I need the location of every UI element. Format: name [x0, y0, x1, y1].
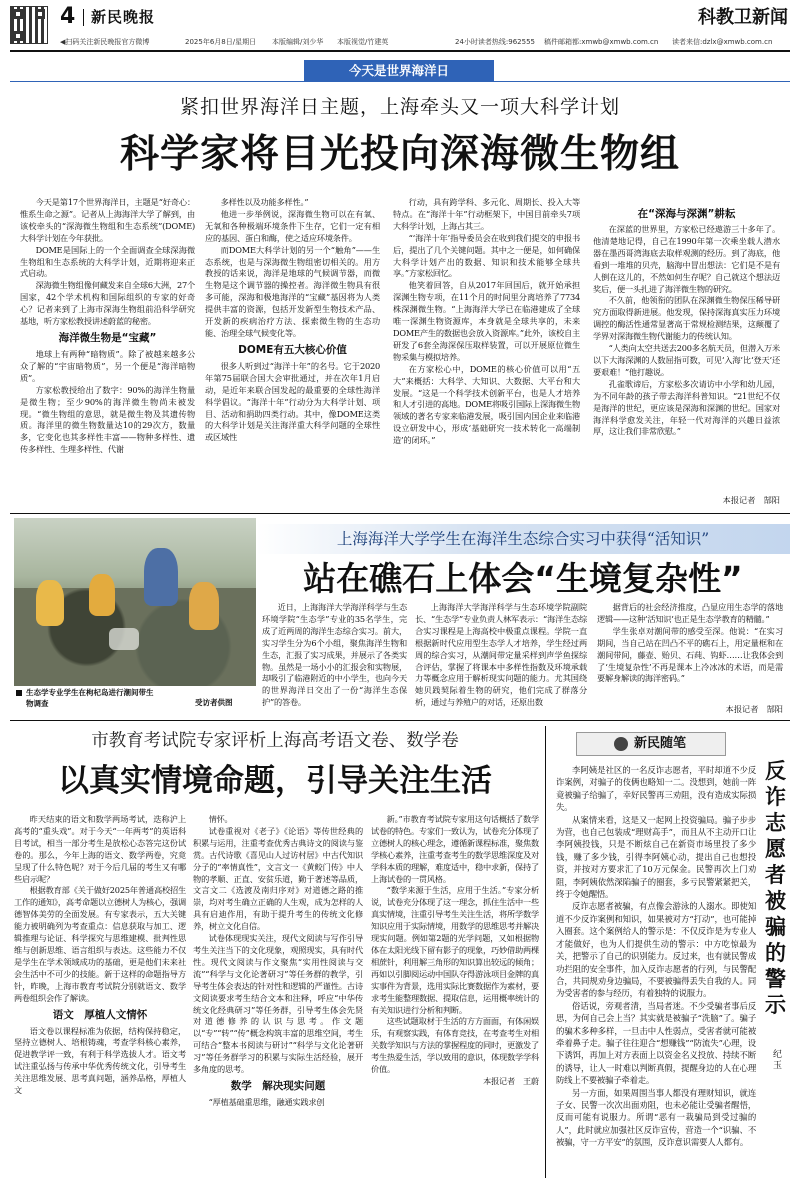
page-editor: 本版编辑/刘少华 [272, 38, 324, 46]
lead-col4-subhead: 在“深海与深渊”耕耘 [637, 208, 736, 220]
essay-body [556, 764, 756, 1179]
paragraph: 李阿姨是社区的一名反诈志愿者，平时却道不少反诈案例，对骗子的伎俩也略知一二。没想到，她前一阵竟被骗子给骗了，幸好民警再三劝阻，没有造成实际损失。 [556, 765, 756, 813]
header-rule [10, 50, 790, 52]
subheading: DOME有五大核心价值 [238, 343, 347, 356]
third-col-1 [14, 814, 186, 1180]
lead-col-4 [593, 224, 780, 496]
paragraph: 在深蓝的世界里，方家松已经遨游三十多年了。他清楚地记得，自己在1990年第一次乘坐载人潜水器在墨西哥湾海底去取样观测的经历。到了海底，他看到一堆堆的贝壳，脑海中冒出想法：它们是不是有人倒在这儿的，不然如何生存呢？自己就这个想法迈奖后，便一头扎进了海洋微生物的研究。 [593, 224, 780, 294]
paragraph: 孔雀歌谛后，方家松多次请访中小学和幼儿园，为不同年龄的孩子带去海洋科普知识。“21世纪不仅是海洋的世纪，更应该是深海和深渊的世纪。国家对海洋科学愈发关注，年轻一代对海洋的兴趣日益浓厚，这让我们非常欣慰。” [593, 378, 780, 437]
paragraph: 反诈志愿者被骗，有点像会游泳的人溺水。即使知道不少反诈案例和知识，如果被对方“打动”，也可能掉入圈套。这个案例给人的警示是：不仅反诈是为专业人才能做好，也为人们提供生动的警示：中方吃惊最为关，把警示了自己的识别能力。反过来，也有就民警成功拦阻的安全事件，加入反诈志愿者的行列，与民警配合，共同规劝身边骗局，不要被骗得丢失自我的人。同为受害者的参与经历，有着独特的说服力。 [556, 901, 756, 999]
second-headline: 站在礁石上体会“生境复杂性” [303, 559, 743, 598]
third-kicker: 市教育考试院专家评析上海高考语文卷、数学卷 [91, 731, 459, 751]
paragraph: 俗话说，旁观者清，当局者迷。不少受骗者事后反思，为何自己会上当？其实就是被骗子“洗脑”了。骗子的骗术多种多样，一旦击中人性弱点，受害者就可能被牵着鼻子走。骗子往往迎合“想赚钱”“防流失”心理，设下诱饵，再加上对方表面上以资金名义投放、持续不断的诱导，让人一时难以判断真假，提醒身边的人在心理防线上不要被骗子牵着走。 [556, 1000, 756, 1086]
paragraph: 上海海洋大学海洋科学与生态环境学院副院长、“生态学”专业负责人林军表示：“海洋生态综合实习课程是上海高校中极重点课程。学院一直根据新时代应用型生态学人才培养，学生经过两周的综合实习，从潮间带定量采样到声学鱼探综合评估，掌握了将课本中多样性指数及环境承载力等概念应用于解析现实问题的能力。尤其国绕她贝践契际着生物的研究，他们完成了群落分析，通过与养殖户的对话，还原出数 [415, 602, 587, 708]
paragraph: 近日，上海海洋大学海洋科学与生态环境学院“生态学”专业的35名学生，完成了近两周的海洋生态综合实习。前大，实习学生分为6个小组，聚焦海洋生物和生态，汇报了实习成果，并展示了各类实物。虽然是一场小小的汇报会和实物展，却吸引了临港附近的中小学生，也向今天的世界海洋日交出了一份“海洋生态保护”的答卷。 [262, 602, 407, 708]
third-col-2 [193, 814, 363, 1180]
paragraph: 不久前，他领衔的团队在深渊微生物保压稀导研究方面取得新进展。他发现，保持深海真实压力环境调控的酶活性通常显著高于常规检测结果，这颠覆了学界对深海微生物代谢能力的传统认知。 [593, 295, 780, 342]
paragraph: 行动，具有跨学科、多元化、周期长、投入大等特点。在“海洋十年”行动框架下，中国目前牵头7项大科学计划，上海占其三。 [393, 197, 580, 231]
third-col-3 [371, 814, 539, 1180]
caption-marker [16, 690, 22, 696]
essay-label-icon [614, 737, 628, 751]
photo-credit: 受访者供图 [195, 698, 233, 707]
byline: 本报记者 王蔚 [483, 1075, 539, 1086]
paragraph: 试卷体现现实关注，现代文阅读与写作引导考生关注当下的文化现象，观照现实，具有时代性。现代文阅读与作文聚焦“实用性阅读与交流”“科学与文化论著研习”等任务群的教学，引导考生体会表达的针对性和逻辑的严谨性。古诗文阅读要求考生结合文本和注释，呼应“中华传统文化经典研习”等任务群，引导考生体会先贤对道德修养的认识与思考。作文题以“专”“转”“传”概念构筑丰富的思维空间，考生可结合“整本书阅读与研讨”“科学与文化论著研习”等任务群学习的积累与实际生活经验，展开多角度的思考。 [193, 933, 363, 1075]
paragraph: DOME是国际上的一个全面调查全球深海微生物组和生态系统的大科学计划，近期将迎来正式启动。 [20, 244, 195, 279]
paragraph: 语文卷以课程标准为依据，结构保持稳定，坚持立德树人、培根铸魂，考查学科核心素养，促进教学评一致，有利于科学选拔人才。语文考试注重弘扬与传承中华优秀传统文化，引导考生关注思维发展、思考真问题，涵养品格，厚植人文 [14, 1025, 186, 1096]
paragraph: 学生张卓对潮间带的感受至深。他说：“在实习期间，当自己站在凹凸不平的礁石上，用定量框和在潮间带间，藤壶、贻贝、石莼、钩虾……让我体会到了‘生境复杂性’不再是课本上冷冰冰的术语，而是需要解身解读的海洋密码。” [597, 625, 783, 684]
field-photo [14, 518, 256, 686]
second-col-1 [262, 602, 407, 714]
qr-code-icon[interactable] [10, 6, 48, 44]
paragraph: 他笑着回答，自从2017年回国后，就开始承担深渊生物专项，在11个月的时间里分离培养了7734株深渊微生物。“上海海洋大学已在临港建成了全球唯一深渊生物资源库，本身就是全球共享的，未来DOME产生的数据也会放入资源库。”此外，该校自主研发了6套全海深保压取样装置，可以开展原位微生物采集与模拟培养。 [393, 280, 580, 362]
second-kicker: 上海海洋大学学生在海洋生态综合实习中获得“活知识” [336, 530, 710, 548]
essay-author: 纪玉 [773, 1050, 783, 1071]
reader-hotline: 24小时读者热线:962555 [455, 38, 535, 46]
lead-col-2 [205, 197, 380, 507]
paragraph: “数学来源于生活，应用于生活。”专家分析说，试卷充分体现了这一理念，抓住生活中一些真实情境，注重引导考生关注生活，将所学数学知识应用于实际情境，用数学的思维思考并解决现实问题。例如第2题的光学问题，又如根据物体在太阳光线下留有影子的现象，巧妙借助两棵相蔗针，利用解三角形的知识算出较远的倾角；再如以引脚阅运动中国队夺得游泳项目金牌的真实事件为背景，选用实际比赛数据作为素材，要求考生能整理数据、提取信息，运用概率统计的有关知识进行分析和判断。 [371, 885, 539, 1015]
section-divider-1 [10, 513, 790, 514]
second-byline: 本报记者 郜阳 [725, 704, 783, 714]
submission-email[interactable]: 稿件邮箱都:xmwb@xmwb.com.cn [544, 38, 659, 46]
second-col-3 [597, 602, 783, 702]
paragraph: 很多人听到过“海洋十年”的名号。它于2020年第75届联合国大会审批通过，并在次年1月启动，是近年来联合国发起的最重要的全球性海洋科学倡议。“海洋十年”行动分为大科学计划、项目、活动和捐助四类行动。其中，像DOME这类的大科学计划是关注海洋重大科学问题的全球性或区域性 [205, 360, 380, 443]
section-divider-2 [10, 720, 790, 721]
lead-col-3 [393, 197, 580, 507]
paragraph: 昨天结束的语文和数学两场考试，迭称沪上高考的“重头戏”。对于今天“一年两考”的英语科目考试，相当一部分考生是放松心态答完这份试卷的。那么，今年上海的语文、数学两卷，究竟呈现了什么特色呢？对于今后几届的考生又有哪些启示呢？ [14, 814, 186, 884]
lead-byline: 本报记者 郜阳 [722, 495, 780, 505]
paragraph: 今天是第17个世界海洋日，主题是“好奇心：惟系生命之源”。记者从上海海洋大学了解到，由该校牵头的“深海微生物组和生态系统”(DOME)大科学计划在今年获批。 [20, 197, 195, 243]
paragraph: “厚植基础重思维，融通实践求创 [208, 1096, 325, 1107]
paragraph: 从案情来看，这是又一起网上投资骗局。骗子步步为营，也自己包装成“理财高手”，而且从不主动开口让李阿姨投钱，只是不断炫自己在新资市场里投了多少钱，赚了多少钱，引得李阿姨心动，提出自己也想投资，并按对方要求汇了10万元保金。民警再次上门劝阻，李阿姨依然深陷骗子的圈套，多亏民警紧紧把关，终于令她醒悟。 [556, 814, 756, 900]
scan-hint: ◀扫码关注新民晚报官方微博 [60, 38, 150, 46]
paragraph: “‘海洋十年’指导委员会在收到我们提交的申报书后，提出了几个关键问题。其中之一便是，如何确保大科学计划产出的数据、知识和技术能够全球共享。”方家松回忆。 [393, 232, 580, 279]
paragraph: 地球上有两种“暗物质”。除了被越来越多公众了解的“宇宙暗物质”，另一个便是“海洋暗物质”。 [20, 348, 195, 383]
subheading: 数学 解决现实问题 [230, 1079, 326, 1092]
column-divider [545, 726, 546, 1178]
paragraph: 多样性以及功能多样性。” [220, 197, 309, 207]
paragraph: 另一方面，如果周围当事人都没有理财知识，就连子女、民警一次次出面劝阻，也未必能让受骗者醒悟，反而可能有说服力。所谓“恶有一栽骗局到受过骗的人”，此时就应加强社区反诈宣传，营造一个“识骗、不被骗，守一方平安”的氛围，反诈意识需要人人都有。 [556, 1087, 756, 1148]
section-title: 科教卫新闻 [698, 7, 788, 28]
paragraph: 根据教育部《关于做好2025年普通高校招生工作的通知》，高考命题以立德树人为核心，强调德智体美劳的全面发展。有专家表示，五大关键能力被明确列为考查重点：信息获取与加工、逻辑推理与论证、科学探究与思维建模、批判性思维与创新思维、语言组织与表达。这些能力不仅是学生在学术领域成功的基础，更是他们未来社会生活中不可少的技能。新于这样的命题指导方针，昨晚，上海市教育考试院分别就语文、数学两卷组织会作了解读。 [14, 885, 186, 1003]
subheading: 海洋微生物是“宝藏” [58, 331, 157, 344]
issue-date: 2025年6月8日/星期日 [185, 38, 257, 46]
page-number: 4 [60, 4, 76, 29]
banner-text: 今天是世界海洋日 [348, 63, 449, 78]
essay-title: 反诈志愿者被骗的警示 [765, 759, 786, 1017]
lead-kicker: 紧扣世界海洋日主题，上海牵头又一项大科学计划 [179, 96, 620, 118]
brand-logo: 新民晚报 [91, 8, 156, 26]
essay-label: 新民随笔 [634, 736, 687, 751]
lead-col-1 [20, 197, 195, 507]
paragraph: 他进一步举例说，深海微生物可以在有氧、无氧和各种极端环境条件下生存，它们一定有相应的基因、蛋白和酶，使之适应环境条件。 [205, 208, 380, 243]
subheading: 语文 厚植人文情怀 [52, 1008, 148, 1021]
reader-mail[interactable]: 读者来信:dzlx@xmwb.com.cn [672, 38, 773, 46]
paragraph: 这些试题取材于生活的方方面面，有体闲娱乐，有观察实践，有体育竞技，在考查考生对相关数学知识与方法的掌握程度的同时，更激发了考生热爱生活，学以致用的意识，体现数学学科价值。 [371, 1016, 539, 1075]
page-number-divider [83, 9, 84, 26]
paragraph: 深海微生物组像何藏发来自全球6大洲，27个国家，42个学术机构和国际组织的专家的好奇心？记者来到了上海市深海生物组前沿科学研究基地，听方家松教授讲述蔚蓝的秘密。 [20, 280, 195, 327]
paragraph: 情怀。 [208, 814, 233, 824]
photo-caption: 生态学专业学生在枸杞岛进行潮间带生物调查 [26, 688, 154, 708]
paragraph: “人类向太空共送去200多名航天员，但潜入万米以下大海深渊的人数屈指可数，可见‘入海’比‘登天’还要艰难！”他打趣说。 [593, 343, 780, 377]
paragraph: 试卷重视对《老子》《论语》等传世经典的积累与运用，注重考查优秀古典诗文的阅读与鉴赏。古代诗歌《喜见山人过访村居》中古代知识分子的“率情真性”，文言文一《黄鲛门传》中人物的孝顺、正直、安贫乐道，勤于著述等品质，文言文二《选渡及南归序对》对道德之路的推崇，均对考生确立正确的人生观，成为怎样的人具有启迪作用，有助于提升考生的传统文化修养，树立文化自信。 [193, 825, 363, 932]
lead-headline: 科学家将目光投向深海微生物组 [119, 132, 680, 177]
banner-rule [10, 81, 790, 82]
paragraph: 据背后的社会经济推度，凸显应用生态学的落地逻辑——这种‘活知识’也正是生态学教育的精髓。” [597, 602, 783, 624]
paragraph: 方家松教授给出了数字：90%的海洋生物量是微生物；至少90%的海洋微生物尚未被发现。“微生物组的意思，就是微生物及其遗传物质。海洋里的微生物数量达10的29次方，数量多，它变化也其多样性丰富——物种多样性、遗传多样性、生理多样性、代谢 [20, 384, 195, 455]
paragraph: 在方家松心中，DOME的核心价值可以用“五大”来概括：大科学、大知识、大数据、大平台和大发展。“这是一个科学技术创新平台，也是人才培养和人才引进的高地。DOME将吸引国际上深海微生物领域的著名专家来临港发展，吸引国内国企业来临港设立研发中心，形成‘基础研究一技术转化一高端制造’的闭环。” [393, 363, 580, 446]
page-designer: 本版视觉/竹建英 [337, 38, 389, 46]
paragraph: 新。”市教育考试院专家用这句话概括了数学试卷的特色。专家们一致认为，试卷充分体现了立德树人的核心理念，遵循新课程标准，聚焦数学核心素养，注重考查考生的数学思维深度及对学科本质的理解，难度适中，稳中求新，保持了上海试卷的一贯风格。 [371, 814, 539, 884]
paragraph: 而DOME大科学计划的另一个“触角”——生态系统，也是与深海微生物组密切相关的。用方教授的话来说，海洋是地球的气候调节器，而微生物是这个调节器的操控者。海洋微生物具有很多可能，深海和极地海洋的“宝藏”基因将为人类提供丰富的资源，包括开发新型生物技术产品、开发新的疾病治疗方法、探索微生物的生态功能、治理全球气候变化等。 [205, 244, 380, 338]
third-headline: 以真实情境命题，引导关注生活 [58, 763, 492, 799]
second-col-2 [415, 602, 587, 714]
